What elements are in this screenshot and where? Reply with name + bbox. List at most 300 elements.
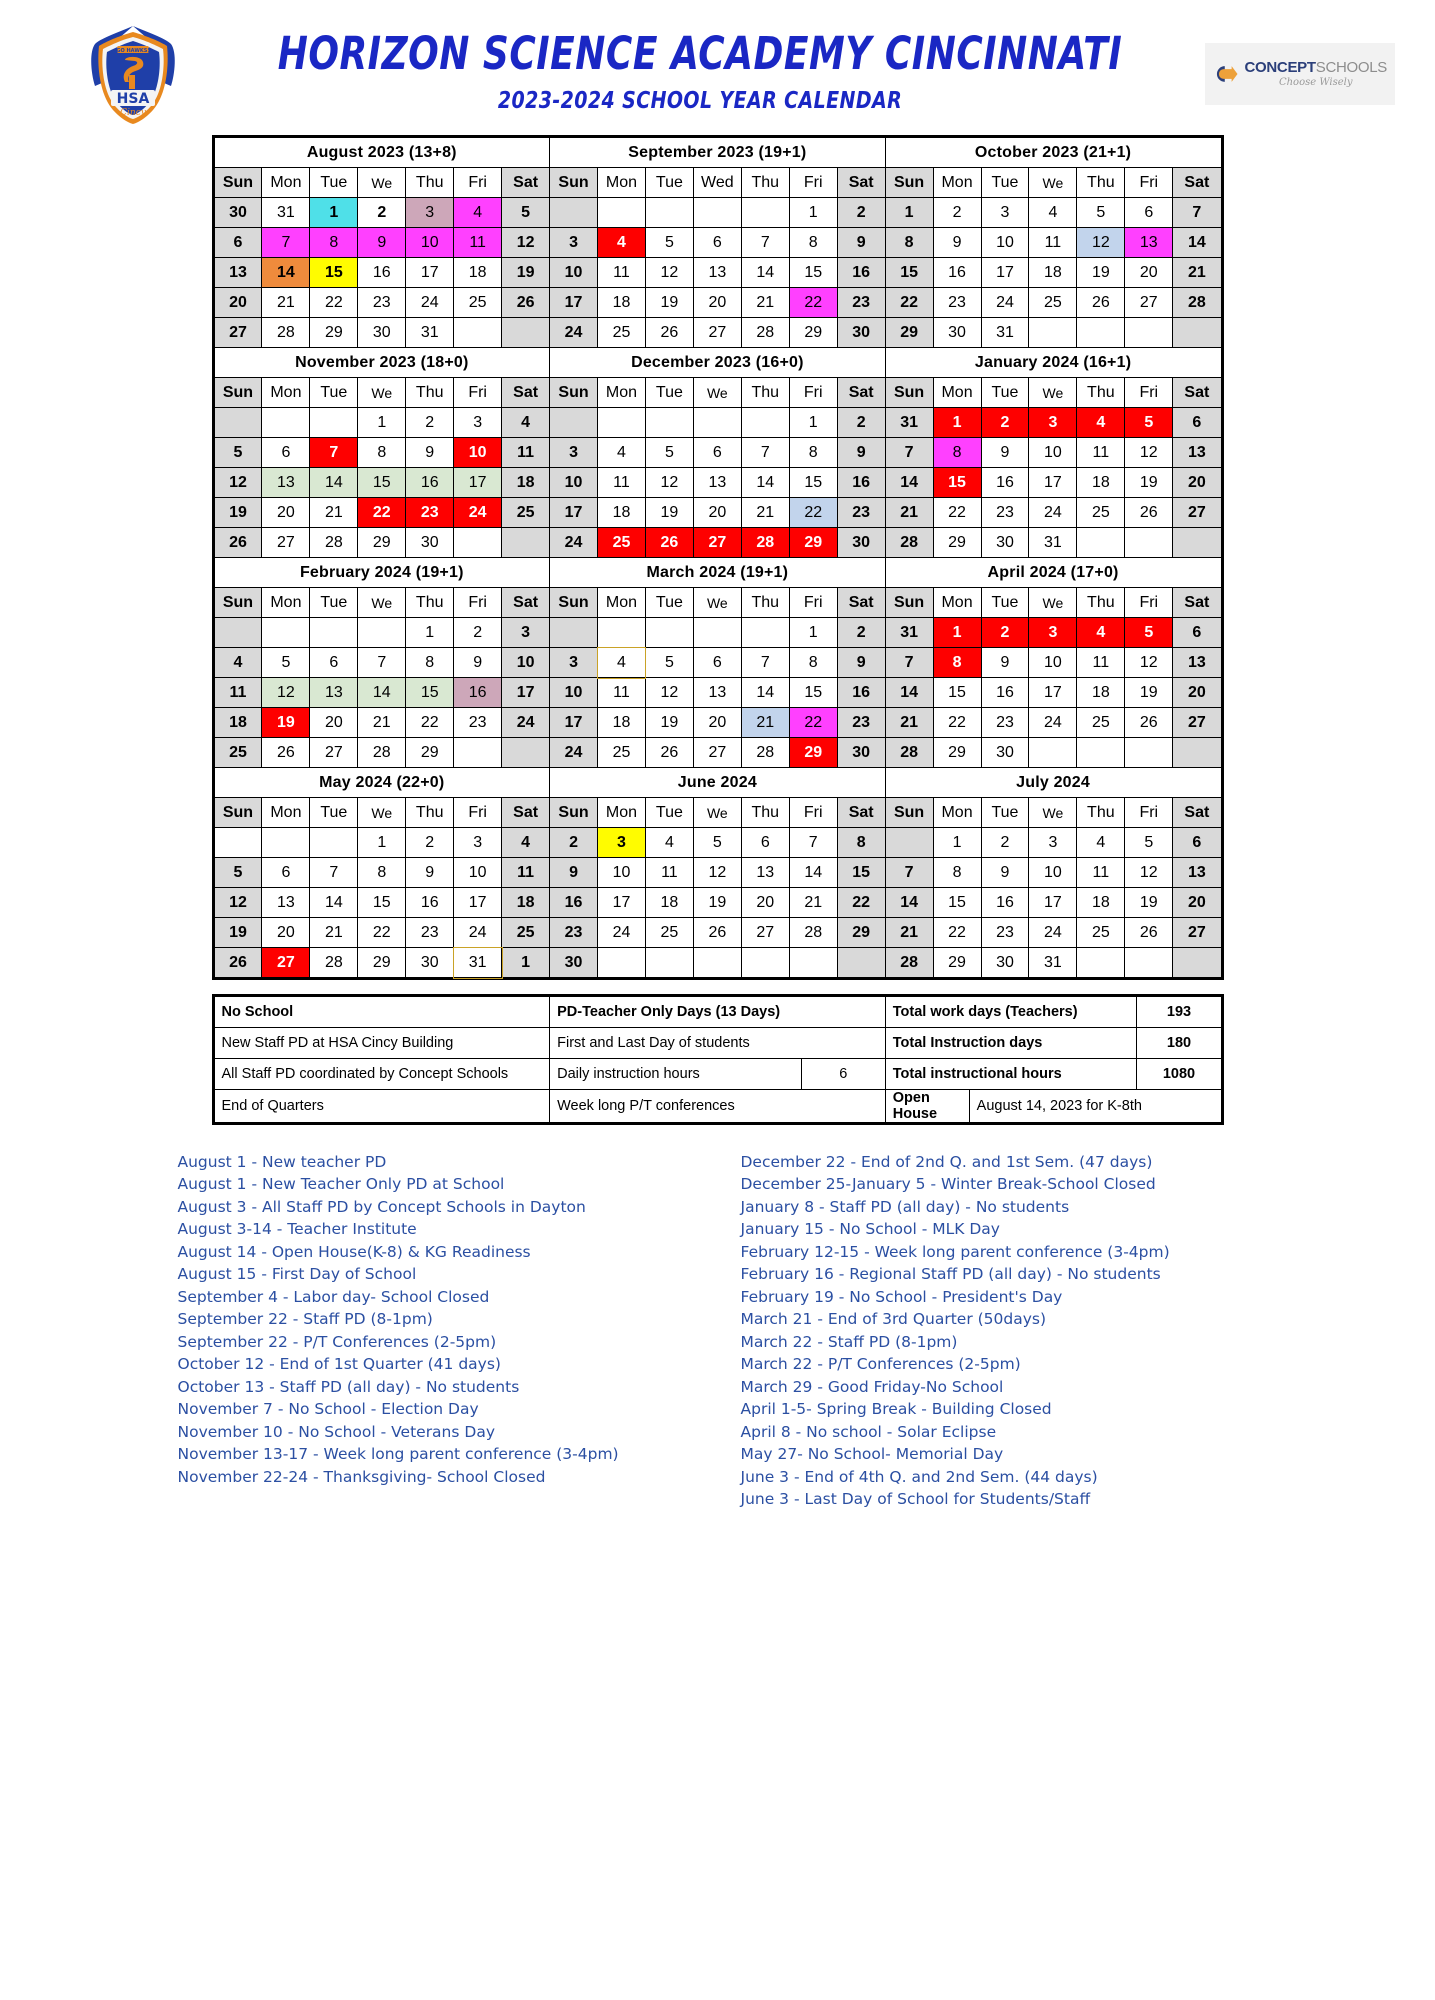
day-cell: 19: [645, 708, 693, 738]
day-cell: 2: [454, 618, 502, 648]
dow-label-mon: Mon: [262, 798, 310, 828]
day-cell-empty: [741, 198, 789, 228]
day-cell: 18: [598, 708, 646, 738]
dow-label-mon: Mon: [933, 588, 981, 618]
day-cell: 21: [262, 288, 310, 318]
legend-row: [214, 1090, 1221, 1123]
day-cell: 22: [837, 888, 885, 918]
dow-label-fri: Fri: [454, 168, 502, 198]
day-cell: 11: [598, 258, 646, 288]
day-cell-empty: [645, 948, 693, 978]
dow-label-sun: Sun: [885, 588, 933, 618]
dow-row: [214, 798, 1221, 828]
day-cell: 29: [310, 318, 358, 348]
day-cell: 5: [214, 438, 262, 468]
day-cell: 15: [933, 678, 981, 708]
note-item: August 15 - First Day of School: [177, 1265, 417, 1284]
day-cell: 15: [358, 468, 406, 498]
calendar-table: [214, 137, 1222, 978]
week-row: [214, 678, 1221, 708]
day-cell: 8: [310, 228, 358, 258]
day-cell: 3: [550, 228, 598, 258]
day-cell: 12: [1125, 438, 1173, 468]
day-cell: 4: [598, 438, 646, 468]
page-subtitle: 2023-2024 SCHOOL YEAR CALENDAR: [497, 88, 903, 115]
day-cell: 20: [693, 708, 741, 738]
day-cell: 8: [933, 648, 981, 678]
day-cell: 9: [454, 648, 502, 678]
dow-label-sat: Sat: [1173, 588, 1221, 618]
day-cell: 21: [310, 498, 358, 528]
day-cell: 23: [933, 288, 981, 318]
day-cell-empty: [214, 618, 262, 648]
dow-label-tue: Tue: [310, 168, 358, 198]
day-cell: 4: [1077, 618, 1125, 648]
day-cell: 1: [789, 618, 837, 648]
day-cell: 20: [1173, 468, 1221, 498]
day-cell: 13: [262, 888, 310, 918]
day-cell-empty: [214, 408, 262, 438]
day-cell: 5: [645, 648, 693, 678]
dow-label-we: We: [693, 378, 741, 408]
day-cell: 13: [693, 468, 741, 498]
legend-new-staff-pd: New Staff PD at HSA Cincy Building: [214, 1028, 550, 1059]
day-cell: 20: [693, 498, 741, 528]
day-cell: 17: [598, 888, 646, 918]
dow-label-tue: Tue: [310, 378, 358, 408]
day-cell: 18: [214, 708, 262, 738]
day-cell: 13: [1173, 648, 1221, 678]
day-cell: 4: [454, 198, 502, 228]
day-cell: 23: [837, 498, 885, 528]
day-cell: 21: [741, 708, 789, 738]
day-cell: 6: [741, 828, 789, 858]
day-cell: 21: [741, 288, 789, 318]
month-title: May 2024 (22+0): [214, 768, 550, 798]
day-cell: 2: [837, 618, 885, 648]
day-cell: 28: [310, 528, 358, 558]
day-cell: 8: [406, 648, 454, 678]
note-item: November 7 - No School - Election Day: [177, 1400, 479, 1419]
day-cell: 13: [693, 258, 741, 288]
day-cell: 28: [741, 528, 789, 558]
day-cell: 10: [1029, 438, 1077, 468]
day-cell: 13: [1173, 438, 1221, 468]
concept-logo-text: [1244, 60, 1387, 88]
week-row: [214, 438, 1221, 468]
day-cell: 9: [358, 228, 406, 258]
legend-total-instruction-days-label: Total Instruction days: [885, 1028, 1137, 1059]
day-cell-empty: [741, 948, 789, 978]
note-item: April 1-5- Spring Break - Building Closed: [740, 1400, 1052, 1419]
dow-label-mon: Mon: [598, 168, 646, 198]
day-cell: 6: [310, 648, 358, 678]
concept-word2: SCHOOLS: [1315, 58, 1387, 76]
day-cell: 1: [310, 198, 358, 228]
day-cell: 16: [837, 258, 885, 288]
day-cell-empty: [1077, 948, 1125, 978]
dow-label-thu: Thu: [406, 378, 454, 408]
day-cell: 23: [406, 498, 454, 528]
day-cell: 2: [981, 618, 1029, 648]
day-cell: 8: [789, 648, 837, 678]
day-cell: 12: [214, 468, 262, 498]
week-row: [214, 498, 1221, 528]
dow-label-fri: Fri: [789, 588, 837, 618]
dow-label-fri: Fri: [1125, 798, 1173, 828]
day-cell-empty: [310, 618, 358, 648]
month-title: October 2023 (21+1): [885, 138, 1221, 168]
day-cell: 29: [837, 918, 885, 948]
day-cell: 15: [837, 858, 885, 888]
day-cell: 18: [598, 288, 646, 318]
notes-column-right: [723, 1151, 1268, 1511]
dow-label-mon: Mon: [262, 588, 310, 618]
day-cell: 24: [550, 528, 598, 558]
day-cell: 31: [262, 198, 310, 228]
day-cell: 9: [933, 228, 981, 258]
day-cell: 4: [1077, 828, 1125, 858]
note-item: August 14 - Open House(K-8) & KG Readiness: [177, 1242, 531, 1261]
day-cell: 29: [933, 738, 981, 768]
day-cell: 8: [358, 858, 406, 888]
dow-label-fri: Fri: [1125, 168, 1173, 198]
day-cell: 27: [1173, 708, 1221, 738]
day-cell: 22: [358, 918, 406, 948]
day-cell: 30: [550, 948, 598, 978]
legend-week-long-pt: Week long P/T conferences: [550, 1090, 886, 1123]
day-cell: 14: [885, 678, 933, 708]
note-item: October 13 - Staff PD (all day) - No students: [177, 1377, 520, 1396]
day-cell: 12: [1125, 648, 1173, 678]
concept-word1: CONCEPT: [1244, 58, 1316, 76]
day-cell: 26: [1077, 288, 1125, 318]
dow-label-we: We: [1029, 378, 1077, 408]
note-item: March 21 - End of 3rd Quarter (50days): [740, 1310, 1047, 1329]
day-cell: 12: [645, 678, 693, 708]
day-cell: 17: [454, 888, 502, 918]
day-cell-empty: [262, 408, 310, 438]
day-cell: 20: [262, 498, 310, 528]
day-cell: 17: [981, 258, 1029, 288]
note-item: November 22-24 - Thanksgiving- School Closed: [177, 1467, 546, 1486]
day-cell: 9: [981, 858, 1029, 888]
dow-label-fri: Fri: [789, 168, 837, 198]
day-cell: 2: [981, 828, 1029, 858]
day-cell: 7: [741, 228, 789, 258]
week-row: [214, 408, 1221, 438]
day-cell: 29: [789, 318, 837, 348]
day-cell: 14: [741, 678, 789, 708]
day-cell-empty: [741, 408, 789, 438]
dow-label-sat: Sat: [837, 378, 885, 408]
dow-label-thu: Thu: [741, 798, 789, 828]
day-cell: 26: [502, 288, 550, 318]
dow-label-we: We: [1029, 798, 1077, 828]
day-cell: 4: [598, 648, 646, 678]
day-cell: 26: [1125, 918, 1173, 948]
day-cell: 23: [358, 288, 406, 318]
note-item: May 27- No School- Memorial Day: [740, 1445, 1004, 1464]
legend-no-school: No School: [214, 997, 550, 1028]
day-cell: 30: [358, 318, 406, 348]
day-cell: 30: [837, 738, 885, 768]
day-cell: 11: [598, 468, 646, 498]
day-cell-empty: [598, 198, 646, 228]
dow-label-we: We: [358, 168, 406, 198]
day-cell: 3: [1029, 408, 1077, 438]
day-cell: 25: [645, 918, 693, 948]
day-cell: 11: [1077, 648, 1125, 678]
day-cell: 2: [406, 828, 454, 858]
day-cell: 14: [885, 468, 933, 498]
day-cell-empty: [550, 618, 598, 648]
day-cell: 20: [1125, 258, 1173, 288]
legend-first-last-day: First and Last Day of students: [550, 1028, 886, 1059]
month-title: June 2024: [550, 768, 886, 798]
day-cell: 1: [358, 408, 406, 438]
day-cell: 29: [933, 948, 981, 978]
day-cell: 10: [550, 678, 598, 708]
dow-label-fri: Fri: [789, 378, 837, 408]
day-cell-empty: [262, 828, 310, 858]
day-cell: 18: [1077, 888, 1125, 918]
day-cell: 6: [693, 438, 741, 468]
day-cell: 24: [502, 708, 550, 738]
day-cell: 26: [645, 528, 693, 558]
day-cell: 22: [789, 288, 837, 318]
day-cell: 25: [598, 318, 646, 348]
note-item: January 8 - Staff PD (all day) - No students: [740, 1197, 1070, 1216]
note-item: February 16 - Regional Staff PD (all day) - No students: [740, 1265, 1161, 1284]
day-cell: 11: [1077, 858, 1125, 888]
legend-row: [214, 997, 1221, 1028]
dow-label-thu: Thu: [406, 168, 454, 198]
svg-text:Cincy: Cincy: [120, 107, 146, 118]
day-cell-empty: [1173, 738, 1221, 768]
month-title: December 2023 (16+0): [550, 348, 886, 378]
day-cell: 24: [598, 918, 646, 948]
dow-label-mon: Mon: [262, 378, 310, 408]
dow-label-sun: Sun: [550, 798, 598, 828]
dow-label-sat: Sat: [1173, 168, 1221, 198]
dow-label-we: We: [358, 588, 406, 618]
note-item: September 4 - Labor day- School Closed: [177, 1287, 490, 1306]
day-cell: 7: [741, 648, 789, 678]
day-cell: 21: [1173, 258, 1221, 288]
day-cell: 30: [837, 528, 885, 558]
day-cell: 20: [1173, 678, 1221, 708]
day-cell: 6: [1125, 198, 1173, 228]
day-cell: 27: [1173, 498, 1221, 528]
dow-row: [214, 588, 1221, 618]
day-cell: 9: [406, 858, 454, 888]
day-cell: 16: [406, 468, 454, 498]
dow-label-sun: Sun: [214, 588, 262, 618]
day-cell: 14: [310, 468, 358, 498]
day-cell: 3: [502, 618, 550, 648]
day-cell: 25: [1077, 498, 1125, 528]
day-cell: 26: [693, 918, 741, 948]
day-cell: 9: [550, 858, 598, 888]
day-cell: 9: [406, 438, 454, 468]
day-cell: 25: [598, 738, 646, 768]
day-cell: 3: [550, 438, 598, 468]
week-row: [214, 318, 1221, 348]
day-cell: 24: [1029, 498, 1077, 528]
day-cell: 10: [454, 858, 502, 888]
day-cell: 7: [358, 648, 406, 678]
day-cell-empty: [1077, 318, 1125, 348]
day-cell: 6: [693, 228, 741, 258]
week-row: [214, 468, 1221, 498]
day-cell: 5: [1125, 408, 1173, 438]
dow-label-sun: Sun: [885, 378, 933, 408]
legend-pd-teacher-only: PD-Teacher Only Days (13 Days): [550, 997, 886, 1028]
dow-label-tue: Tue: [981, 378, 1029, 408]
day-cell: 27: [310, 738, 358, 768]
day-cell-empty: [1125, 948, 1173, 978]
day-cell: 16: [358, 258, 406, 288]
day-cell: 22: [933, 498, 981, 528]
day-cell: 19: [214, 918, 262, 948]
day-cell: 24: [454, 918, 502, 948]
week-row: [214, 198, 1221, 228]
dow-row: [214, 378, 1221, 408]
dow-label-mon: Mon: [933, 168, 981, 198]
dow-label-tue: Tue: [310, 798, 358, 828]
day-cell: 20: [262, 918, 310, 948]
day-cell: 24: [550, 318, 598, 348]
week-row: [214, 648, 1221, 678]
day-cell: 13: [1125, 228, 1173, 258]
day-cell: 16: [837, 678, 885, 708]
dow-label-wed: Wed: [693, 168, 741, 198]
day-cell: 4: [502, 828, 550, 858]
day-cell-empty: [550, 198, 598, 228]
day-cell: 27: [1173, 918, 1221, 948]
month-title: March 2024 (19+1): [550, 558, 886, 588]
dow-label-sat: Sat: [837, 588, 885, 618]
note-item: November 13-17 - Week long parent conference (3-4pm): [177, 1445, 619, 1464]
day-cell: 15: [310, 258, 358, 288]
day-cell-empty: [310, 828, 358, 858]
day-cell: 1: [933, 828, 981, 858]
dow-label-we: We: [1029, 588, 1077, 618]
day-cell-empty: [1029, 318, 1077, 348]
day-cell: 10: [598, 858, 646, 888]
note-item: March 22 - P/T Conferences (2-5pm): [740, 1355, 1021, 1374]
day-cell: 30: [933, 318, 981, 348]
dow-label-thu: Thu: [406, 798, 454, 828]
day-cell: 16: [933, 258, 981, 288]
dow-label-we: We: [693, 588, 741, 618]
day-cell: 16: [550, 888, 598, 918]
week-row: [214, 258, 1221, 288]
day-cell: 12: [645, 468, 693, 498]
day-cell: 7: [885, 648, 933, 678]
day-cell: 28: [262, 318, 310, 348]
day-cell: 7: [262, 228, 310, 258]
dow-label-thu: Thu: [406, 588, 454, 618]
day-cell: 4: [502, 408, 550, 438]
legend-total-instruction-days-value: 180: [1137, 1028, 1221, 1059]
day-cell: 30: [214, 198, 262, 228]
month-title-row: [214, 138, 1221, 168]
month-title: November 2023 (18+0): [214, 348, 550, 378]
day-cell: 30: [981, 948, 1029, 978]
dow-label-sun: Sun: [214, 168, 262, 198]
day-cell: 19: [1125, 888, 1173, 918]
day-cell-empty: [741, 618, 789, 648]
day-cell: 19: [645, 288, 693, 318]
day-cell: 8: [789, 438, 837, 468]
day-cell: 23: [454, 708, 502, 738]
day-cell: 13: [262, 468, 310, 498]
day-cell: 11: [1077, 438, 1125, 468]
day-cell: 11: [502, 858, 550, 888]
day-cell-empty: [454, 738, 502, 768]
day-cell: 11: [598, 678, 646, 708]
day-cell-empty: [358, 618, 406, 648]
day-cell: 5: [645, 438, 693, 468]
day-cell-empty: [1029, 738, 1077, 768]
dow-label-tue: Tue: [310, 588, 358, 618]
day-cell: 18: [502, 468, 550, 498]
day-cell: 7: [885, 438, 933, 468]
day-cell: 15: [789, 678, 837, 708]
dow-label-sat: Sat: [502, 168, 550, 198]
day-cell: 20: [310, 708, 358, 738]
day-cell: 2: [933, 198, 981, 228]
week-row: [214, 708, 1221, 738]
day-cell: 11: [645, 858, 693, 888]
concept-c-arrow-icon: [1213, 54, 1238, 94]
day-cell: 18: [1077, 468, 1125, 498]
dow-label-fri: Fri: [1125, 378, 1173, 408]
day-cell: 26: [645, 738, 693, 768]
day-cell: 14: [789, 858, 837, 888]
day-cell: 29: [358, 528, 406, 558]
day-cell: 17: [550, 708, 598, 738]
day-cell: 22: [406, 708, 454, 738]
day-cell: 18: [1029, 258, 1077, 288]
dow-label-thu: Thu: [1077, 588, 1125, 618]
day-cell: 18: [645, 888, 693, 918]
day-cell: 3: [1029, 618, 1077, 648]
day-cell: 5: [645, 228, 693, 258]
day-cell: 7: [1173, 198, 1221, 228]
day-cell: 25: [1077, 708, 1125, 738]
day-cell: 6: [214, 228, 262, 258]
day-cell: 12: [693, 858, 741, 888]
day-cell: 19: [262, 708, 310, 738]
legend-row: [214, 1059, 1221, 1090]
day-cell: 16: [837, 468, 885, 498]
legend-open-house-value: August 14, 2023 for K-8th: [969, 1090, 1221, 1123]
day-cell: 8: [358, 438, 406, 468]
day-cell-empty: [1125, 318, 1173, 348]
day-cell: 31: [406, 318, 454, 348]
day-cell: 25: [502, 498, 550, 528]
day-cell: 27: [214, 318, 262, 348]
day-cell: 2: [406, 408, 454, 438]
note-item: August 3-14 - Teacher Institute: [177, 1220, 417, 1239]
day-cell: 10: [1029, 648, 1077, 678]
note-item: August 1 - New teacher PD: [177, 1153, 387, 1171]
dow-label-mon: Mon: [262, 168, 310, 198]
day-cell: 24: [550, 738, 598, 768]
